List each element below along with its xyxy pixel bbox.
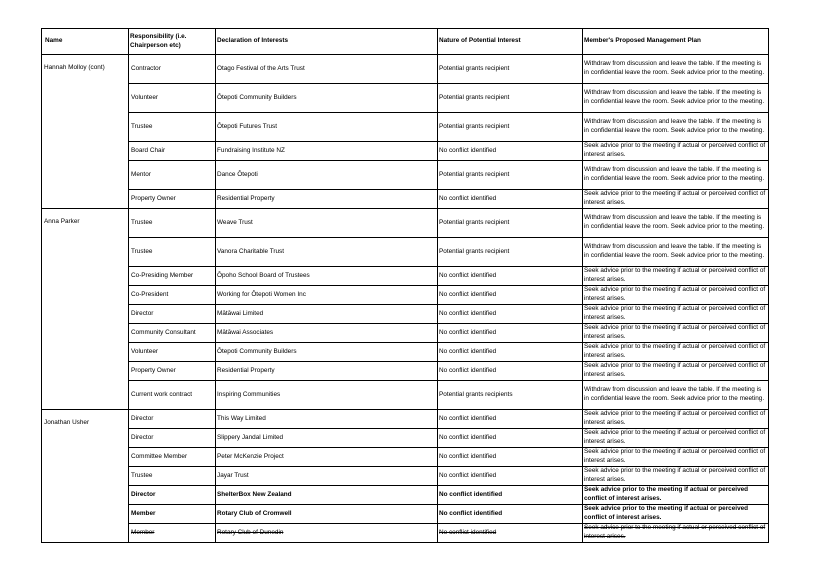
table-row [42, 161, 769, 190]
declaration-cell: ShelterBox New Zealand [216, 486, 438, 505]
declaration-cell: Residential Property [216, 190, 438, 209]
member-name: Anna Parker [42, 209, 129, 410]
table-row [42, 55, 769, 84]
nature-cell: Potential grants recipient [438, 238, 583, 267]
table-row [42, 142, 769, 161]
header-name: Name [42, 29, 129, 55]
management-plan-cell: Withdraw from discussion and leave the table. If the meeting is in confidential leave the room. Seek advice prior to the meeting. [583, 55, 769, 84]
member-name: Jonathan Usher [42, 410, 129, 543]
responsibility-cell: Committee Member [129, 448, 216, 467]
header-row [42, 29, 769, 55]
nature-cell: No conflict identified [438, 190, 583, 209]
declaration-cell: Rotary Club of Dunedin [216, 524, 438, 543]
declaration-cell: Vanora Charitable Trust [216, 238, 438, 267]
table-row [42, 113, 769, 142]
table-row [42, 84, 769, 113]
responsibility-cell: Volunteer [129, 343, 216, 362]
header-responsibility: Responsibility (i.e. Chairperson etc) [129, 29, 216, 55]
nature-cell: Potential grants recipient [438, 55, 583, 84]
table-row [42, 467, 769, 486]
management-plan-cell: Seek advice prior to the meeting if actual or perceived conflict of interest arises. [583, 343, 769, 362]
table-row [42, 524, 769, 543]
management-plan-cell: Seek advice prior to the meeting if actual or perceived conflict of interest arises. [583, 190, 769, 209]
table-row [42, 305, 769, 324]
declaration-cell: Working for Ōtepoti Women Inc [216, 286, 438, 305]
management-plan-cell: Seek advice prior to the meeting if actual or perceived conflict of interest arises. [583, 362, 769, 381]
management-plan-cell: Seek advice prior to the meeting if actual or perceived conflict of interest arises. [583, 448, 769, 467]
nature-cell: No conflict identified [438, 448, 583, 467]
table-row [42, 448, 769, 467]
responsibility-cell: Mentor [129, 161, 216, 190]
responsibility-cell: Board Chair [129, 142, 216, 161]
nature-cell: No conflict identified [438, 286, 583, 305]
management-plan-cell: Withdraw from discussion and leave the table. If the meeting is in confidential leave the room. Seek advice prior to the meeting. [583, 84, 769, 113]
nature-cell: No conflict identified [438, 486, 583, 505]
table-row [42, 286, 769, 305]
management-plan-cell: Seek advice prior to the meeting if actual or perceived conflict of interest arises. [583, 467, 769, 486]
responsibility-cell: Director [129, 486, 216, 505]
management-plan-cell: Withdraw from discussion and leave the table. If the meeting is in confidential leave the room. Seek advice prior to the meeting. [583, 161, 769, 190]
responsibility-cell: Trustee [129, 238, 216, 267]
nature-cell: No conflict identified [438, 362, 583, 381]
header-nature: Nature of Potential Interest [438, 29, 583, 55]
responsibility-cell: Director [129, 429, 216, 448]
nature-cell: No conflict identified [438, 343, 583, 362]
declaration-cell: Peter McKenzie Project [216, 448, 438, 467]
management-plan-cell: Withdraw from discussion and leave the table. If the meeting is in confidential leave the room. Seek advice prior to the meeting. [583, 209, 769, 238]
responsibility-cell: Co-President [129, 286, 216, 305]
management-plan-cell: Withdraw from discussion and leave the table. If the meeting is in confidential leave the room. Seek advice prior to the meeting. [583, 381, 769, 410]
declaration-cell: Dance Ōtepoti [216, 161, 438, 190]
nature-cell: Potential grants recipient [438, 84, 583, 113]
responsibility-cell: Director [129, 410, 216, 429]
table-row [42, 343, 769, 362]
responsibility-cell: Trustee [129, 467, 216, 486]
nature-cell: No conflict identified [438, 429, 583, 448]
interests-register-table [41, 28, 769, 543]
member-name: Hannah Molloy (cont) [42, 55, 129, 209]
responsibility-cell: Current work contract [129, 381, 216, 410]
declaration-cell: Slippery Jandal Limited [216, 429, 438, 448]
nature-cell: Potential grants recipient [438, 161, 583, 190]
management-plan-cell: Seek advice prior to the meeting if actual or perceived conflict of interest arises. [583, 324, 769, 343]
responsibility-cell: Co-Presiding Member [129, 267, 216, 286]
declaration-cell: Ōtepoti Futures Trust [216, 113, 438, 142]
declaration-cell: Weave Trust [216, 209, 438, 238]
responsibility-cell: Contractor [129, 55, 216, 84]
declaration-cell: Ōtepoti Community Builders [216, 343, 438, 362]
responsibility-cell: Volunteer [129, 84, 216, 113]
management-plan-cell: Withdraw from discussion and leave the table. If the meeting is in confidential leave the room. Seek advice prior to the meeting. [583, 113, 769, 142]
management-plan-cell: Seek advice prior to the meeting if actual or perceived conflict of interest arises. [583, 305, 769, 324]
table-row [42, 324, 769, 343]
responsibility-cell: Property Owner [129, 362, 216, 381]
management-plan-cell: Seek advice prior to the meeting if actual or perceived conflict of interest arises. [583, 429, 769, 448]
responsibility-cell: Trustee [129, 113, 216, 142]
table-row [42, 190, 769, 209]
responsibility-cell: Property Owner [129, 190, 216, 209]
table-row [42, 238, 769, 267]
management-plan-cell: Seek advice prior to the meeting if actual or perceived conflict of interest arises. [583, 524, 769, 543]
table-row [42, 505, 769, 524]
nature-cell: Potential grants recipients [438, 381, 583, 410]
table-row [42, 410, 769, 429]
responsibility-cell: Director [129, 305, 216, 324]
table-row [42, 209, 769, 238]
table-row [42, 381, 769, 410]
responsibility-cell: Trustee [129, 209, 216, 238]
header-plan: Member's Proposed Management Plan [583, 29, 769, 55]
responsibility-cell: Member [129, 524, 216, 543]
table-row [42, 267, 769, 286]
table-row [42, 362, 769, 381]
nature-cell: No conflict identified [438, 267, 583, 286]
declaration-cell: Mātāwai Associates [216, 324, 438, 343]
declaration-cell: Inspiring Communities [216, 381, 438, 410]
nature-cell: No conflict identified [438, 467, 583, 486]
responsibility-cell: Community Consultant [129, 324, 216, 343]
table-row [42, 486, 769, 505]
responsibility-cell: Member [129, 505, 216, 524]
declaration-cell: Otago Festival of the Arts Trust [216, 55, 438, 84]
declaration-cell: Ōpoho School Board of Trustees [216, 267, 438, 286]
nature-cell: No conflict identified [438, 305, 583, 324]
nature-cell: No conflict identified [438, 142, 583, 161]
management-plan-cell: Withdraw from discussion and leave the table. If the meeting is in confidential leave the room. Seek advice prior to the meeting. [583, 238, 769, 267]
declaration-cell: Fundraising Institute NZ [216, 142, 438, 161]
declaration-cell: This Way Limited [216, 410, 438, 429]
declaration-cell: Ōtepoti Community Builders [216, 84, 438, 113]
management-plan-cell: Seek advice prior to the meeting if actual or perceived conflict of interest arises. [583, 286, 769, 305]
nature-cell: Potential grants recipient [438, 209, 583, 238]
nature-cell: No conflict identified [438, 524, 583, 543]
management-plan-cell: Seek advice prior to the meeting if actual or perceived conflict of interest arises. [583, 410, 769, 429]
table-body [42, 55, 769, 543]
management-plan-cell: Seek advice prior to the meeting if actual or perceived conflict of interest arises. [583, 142, 769, 161]
management-plan-cell: Seek advice prior to the meeting if actual or perceived conflict of interest arises. [583, 505, 769, 524]
declaration-cell: Jayar Trust [216, 467, 438, 486]
header-declaration: Declaration of Interests [216, 29, 438, 55]
nature-cell: No conflict identified [438, 324, 583, 343]
management-plan-cell: Seek advice prior to the meeting if actual or perceived conflict of interest arises. [583, 267, 769, 286]
table-row [42, 429, 769, 448]
management-plan-cell: Seek advice prior to the meeting if actual or perceived conflict of interest arises. [583, 486, 769, 505]
nature-cell: No conflict identified [438, 505, 583, 524]
declaration-cell: Rotary Club of Cromwell [216, 505, 438, 524]
declaration-cell: Mātāwai Limited [216, 305, 438, 324]
nature-cell: Potential grants recipient [438, 113, 583, 142]
declaration-cell: Residential Property [216, 362, 438, 381]
nature-cell: No conflict identified [438, 410, 583, 429]
